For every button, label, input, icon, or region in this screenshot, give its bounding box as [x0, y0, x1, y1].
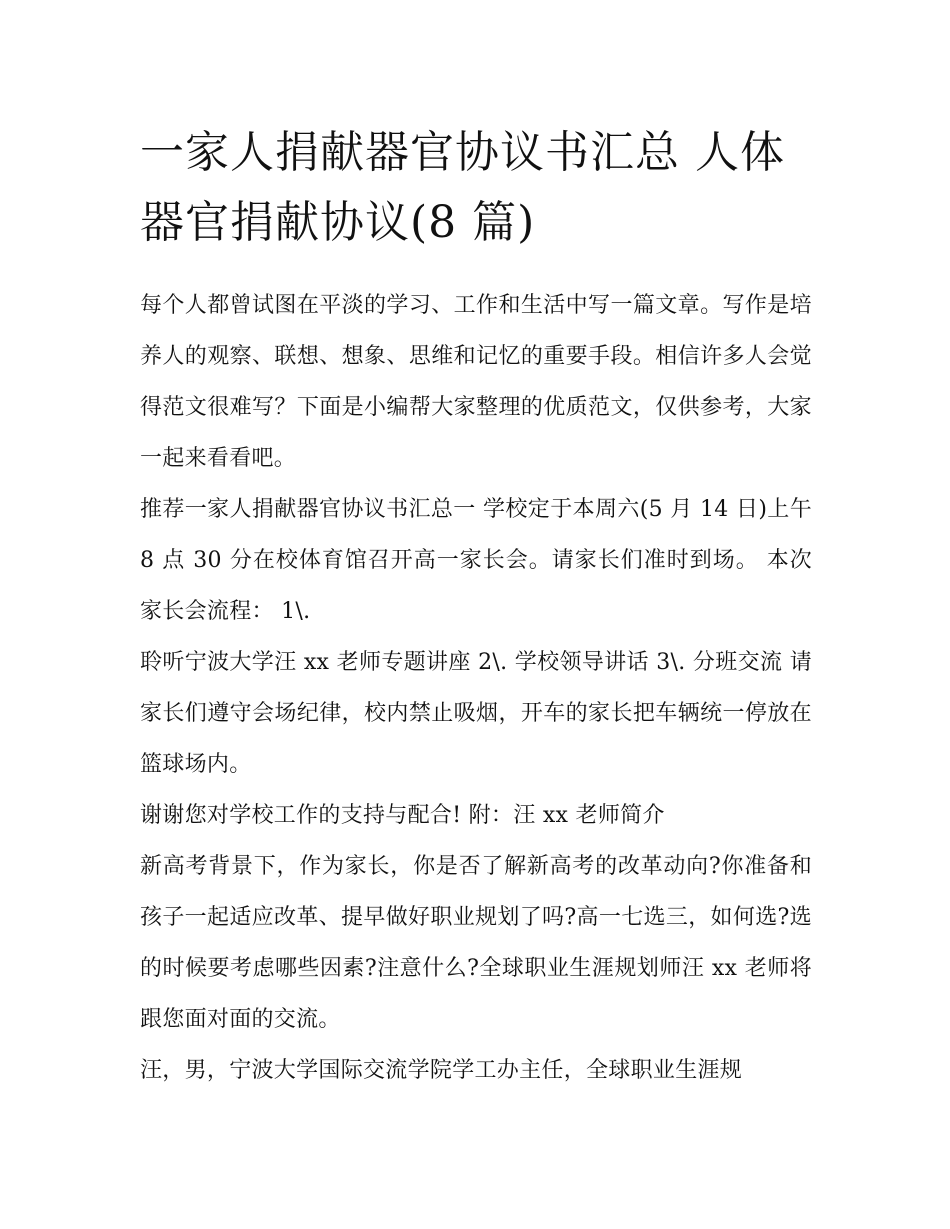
paragraph-meeting-agenda: 聆听宁波大学汪 xx 老师专题讲座 2\. 学校领导讲话 3\. 分班交流 请家长们遵守会场纪律，校内禁止吸烟，开车的家长把车辆统一停放在篮球场内。 [140, 650, 812, 777]
paragraph-speaker-intro: 汪，男，宁波大学国际交流学院学工办主任，全球职业生涯规 [140, 1058, 743, 1083]
document-title: 一家人捐献器官协议书汇总 人体器官捐献协议(8 篇) [140, 127, 785, 248]
paragraph-meeting-notice: 推荐一家人捐献器官协议书汇总一 学校定于本周六(5 月 14 日)上午 8 点 30 分在校体育馆召开高一家长会。请家长们准时到场。 本次家长会流程： 1\. [140, 497, 812, 624]
paragraph-background: 新高考背景下，作为家长，你是否了解新高考的改革动向?你准备和孩子一起适应改革、提早做好职业规划了吗?高一七选三，如何选?选的时候要考虑哪些因素?注意什么?全球职业生涯规划师汪 xx 老师将跟您面对面的交流。 [140, 854, 812, 1032]
paragraph-intro: 每个人都曾试图在平淡的学习、工作和生活中写一篇文章。写作是培养人的观察、联想、想象、思维和记忆的重要手段。相信许多人会觉得范文很难写？下面是小编帮大家整理的优质范文，仅供参考，大家一起来看看吧。 [140, 293, 812, 471]
document-body [140, 280, 812, 1096]
paragraph-thanks: 谢谢您对学校工作的支持与配合! 附：汪 xx 老师简介 [140, 803, 665, 828]
